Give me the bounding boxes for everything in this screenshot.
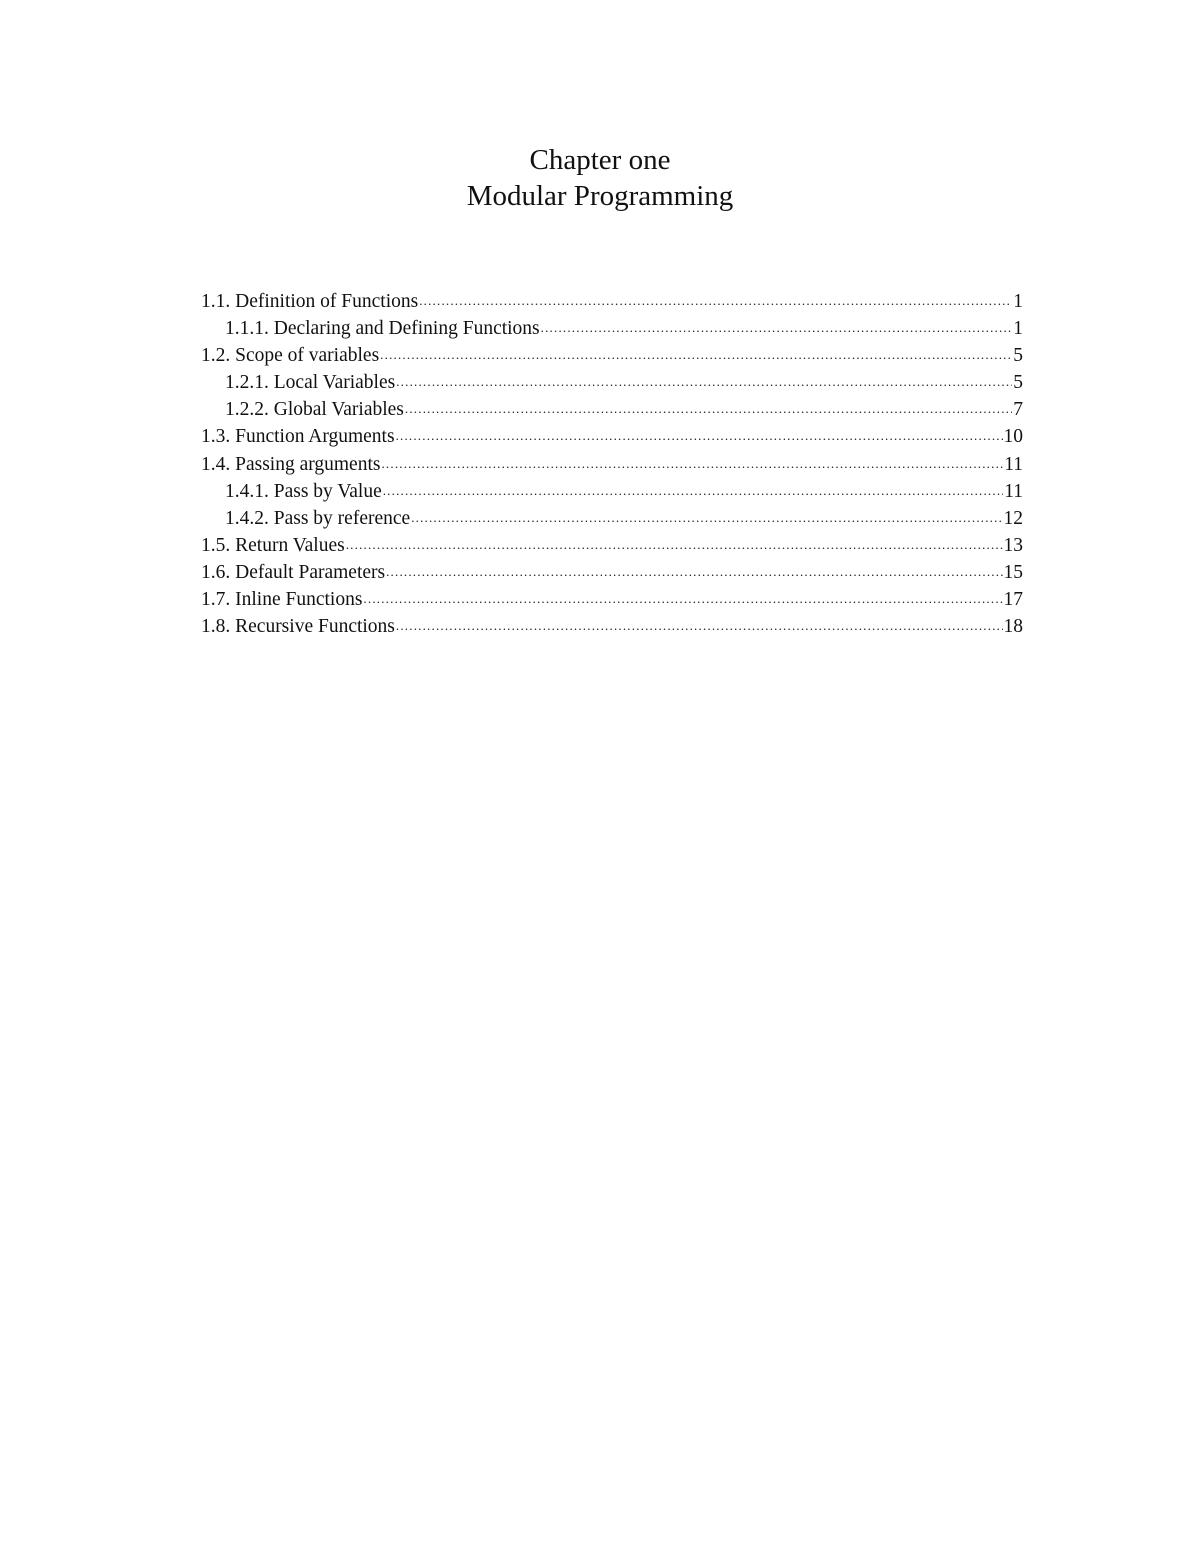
toc-entry-page: 11 — [1004, 453, 1023, 475]
toc-dot-leader — [396, 422, 1003, 442]
toc-entry-page: 7 — [1013, 399, 1023, 421]
toc-entry-page: 18 — [1003, 616, 1023, 638]
toc-dot-leader — [419, 287, 1012, 307]
toc-entry-page: 15 — [1003, 561, 1023, 583]
toc-entry-page: 10 — [1003, 426, 1023, 448]
toc-dot-leader — [346, 531, 1003, 551]
toc-entry-label: 1.3. Function Arguments — [201, 426, 395, 448]
toc-entry-page: 1 — [1013, 291, 1023, 312]
chapter-title: Modular Programming — [466, 180, 734, 212]
toc-dot-leader — [386, 558, 1002, 578]
table-of-contents — [201, 287, 1023, 639]
toc-entry-page: 11 — [1004, 480, 1023, 502]
toc-entry-1-1-1[interactable] — [201, 314, 1023, 341]
toc-entry-label: 1.2.1. Local Variables — [225, 372, 396, 394]
toc-entry-label: 1.4.2. Pass by reference — [225, 507, 411, 529]
toc-entry-label: 1.4.1. Pass by Value — [225, 480, 382, 502]
chapter-heading — [0, 142, 1200, 214]
toc-dot-leader — [380, 341, 1012, 361]
toc-entry-label: 1.1. Definition of Functions — [201, 291, 419, 312]
toc-dot-leader — [363, 585, 1002, 605]
toc-entry-1-3[interactable] — [201, 422, 1023, 449]
toc-dot-leader — [396, 368, 1012, 388]
toc-entry-label: 1.1.1. Declaring and Defining Functions — [225, 318, 540, 340]
toc-entry-label: 1.2. Scope of variables — [201, 345, 380, 367]
toc-dot-leader — [541, 314, 1013, 334]
toc-entry-1-7[interactable] — [201, 585, 1023, 612]
toc-entry-page: 12 — [1003, 507, 1023, 529]
toc-entry-1-4[interactable] — [201, 450, 1023, 477]
toc-entry-1-6[interactable] — [201, 558, 1023, 585]
chapter-label: Chapter one — [529, 144, 671, 176]
toc-entry-1-2-1[interactable] — [201, 368, 1023, 395]
toc-dot-leader — [396, 612, 1003, 632]
toc-entry-page: 5 — [1013, 372, 1023, 394]
toc-entry-label: 1.6. Default Parameters — [201, 561, 386, 583]
toc-entry-1-5[interactable] — [201, 531, 1023, 558]
toc-entry-1-4-1[interactable] — [201, 477, 1023, 504]
toc-entry-1-2[interactable] — [201, 341, 1023, 368]
toc-entry-page: 17 — [1003, 589, 1023, 611]
toc-entry-label: 1.4. Passing arguments — [201, 453, 381, 475]
toc-entry-1-4-2[interactable] — [201, 504, 1023, 531]
toc-entry-label: 1.2.2. Global Variables — [225, 399, 404, 421]
toc-entry-label: 1.5. Return Values — [201, 534, 345, 556]
toc-entry-page: 13 — [1003, 534, 1023, 556]
toc-dot-leader — [383, 477, 1003, 497]
toc-dot-leader — [405, 395, 1012, 415]
toc-entry-1-8[interactable] — [201, 612, 1023, 639]
toc-entry-1-1[interactable] — [201, 287, 1023, 314]
toc-entry-page: 5 — [1013, 345, 1023, 367]
toc-dot-leader — [381, 450, 1003, 470]
toc-entry-label: 1.7. Inline Functions — [201, 589, 363, 611]
toc-entry-page: 1 — [1013, 318, 1023, 340]
toc-dot-leader — [411, 504, 1002, 524]
toc-entry-1-2-2[interactable] — [201, 395, 1023, 422]
toc-entry-label: 1.8. Recursive Functions — [201, 616, 395, 638]
